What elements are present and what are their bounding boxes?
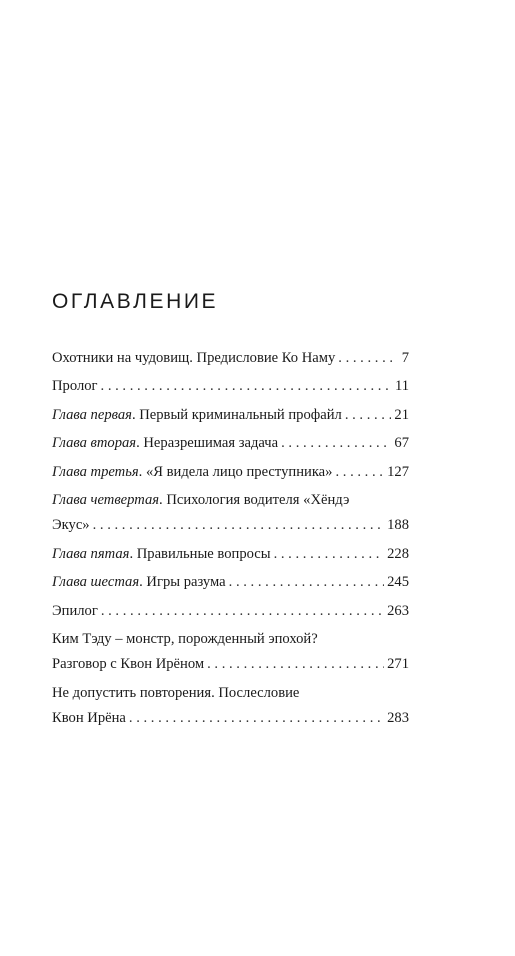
toc-entry-chapter-3[interactable] — [52, 460, 409, 485]
toc-entry-title: Не допустить повторения. Послесловие — [52, 684, 300, 701]
toc-leader-dots — [338, 346, 392, 371]
toc-entry-chapter-5[interactable] — [52, 542, 409, 567]
toc-entry-prologue[interactable] — [52, 374, 409, 399]
toc-page-number: 11 — [394, 378, 409, 395]
toc-entry-chapter-1[interactable] — [52, 403, 409, 428]
toc-chapter-label: Глава шестая — [52, 574, 140, 591]
toc-chapter-label: Глава пятая — [52, 545, 130, 562]
toc-leader-dots — [281, 431, 391, 456]
toc-page-number: 245 — [387, 574, 409, 591]
toc-page-number: 263 — [387, 602, 409, 619]
toc-page-number: 188 — [387, 517, 409, 534]
toc-leader-dots — [101, 599, 384, 624]
toc-page-number: 283 — [387, 710, 409, 727]
toc-entry-title: . «Я видела лицо преступника» — [138, 463, 333, 480]
toc-entry-interview[interactable] — [52, 627, 409, 678]
toc-leader-dots — [345, 403, 392, 428]
toc-chapter-label: Глава четвертая — [52, 492, 160, 509]
toc-entry-title-continued: Разговор с Квон Ирёном — [52, 656, 205, 673]
toc-entry-title: . Первый криминальный профайл — [131, 406, 342, 423]
toc-page-number: 127 — [387, 463, 409, 480]
toc-leader-dots — [93, 513, 385, 538]
toc-chapter-label: Глава первая — [52, 406, 132, 423]
toc-entry-title: Пролог — [52, 378, 98, 395]
toc-chapter-label: Глава третья — [52, 463, 139, 480]
toc-entry-title: . Неразрешимая задача — [136, 435, 279, 452]
toc-entry-foreword[interactable] — [52, 346, 409, 371]
toc-page-number: 67 — [394, 435, 409, 452]
toc-page-number: 271 — [387, 656, 409, 673]
toc-entry-title: Ким Тэду – монстр, порожденный эпохой? — [52, 631, 318, 648]
toc-entry-afterword[interactable] — [52, 681, 409, 732]
toc-leader-dots — [207, 652, 384, 677]
toc-entry-chapter-4[interactable] — [52, 488, 409, 539]
toc-entry-chapter-6[interactable] — [52, 570, 409, 595]
toc-heading: ОГЛАВЛЕНИЕ — [52, 290, 219, 313]
toc-leader-dots — [129, 706, 384, 731]
toc-entry-title: . Правильные вопросы — [129, 545, 271, 562]
table-of-contents — [52, 346, 409, 732]
toc-entry-title-continued: Квон Ирёна — [52, 710, 126, 727]
toc-entry-chapter-2[interactable] — [52, 431, 409, 456]
toc-entry-title: . Психология водителя «Хёндэ — [159, 492, 350, 509]
toc-entry-title: Охотники на чудовищ. Предисловие Ко Наму — [52, 350, 336, 366]
toc-leader-dots — [274, 542, 385, 567]
toc-leader-dots — [335, 460, 384, 485]
toc-leader-dots — [229, 570, 384, 595]
toc-page-number: 7 — [401, 350, 409, 366]
toc-entry-title: . Игры разума — [139, 574, 226, 591]
toc-page-number: 228 — [387, 545, 409, 562]
toc-chapter-label: Глава вторая — [52, 435, 137, 452]
toc-entry-epilogue[interactable] — [52, 599, 409, 624]
toc-page-number: 21 — [394, 406, 409, 423]
toc-entry-title-continued: Экус» — [52, 517, 90, 534]
toc-entry-title: Эпилог — [52, 602, 98, 619]
toc-leader-dots — [101, 374, 392, 399]
